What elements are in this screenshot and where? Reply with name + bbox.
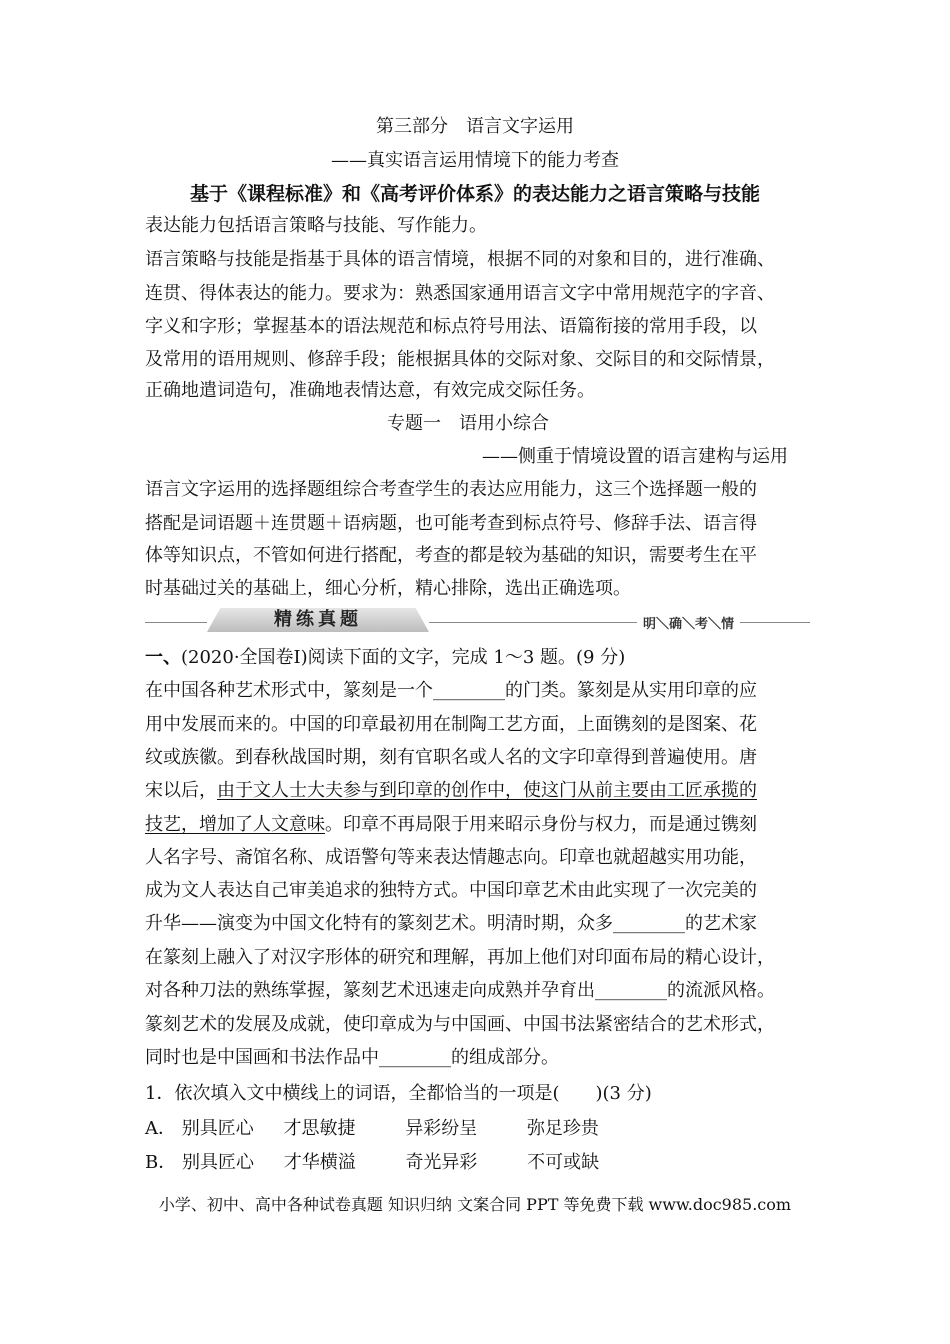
intro-line: 正确地遣词造句，准确地表情达意，有效完成交际任务。 (145, 380, 595, 401)
intro-line: 及常用的语用规则、修辞手段；能根据具体的交际对象、交际目的和交际情景， (145, 349, 775, 370)
option-word: 才华横溢 (283, 1152, 356, 1173)
banner-rule-middle (429, 622, 637, 623)
passage-line (145, 815, 757, 835)
question-heading (145, 648, 625, 668)
part-title: 第三部分 语言文字运用 (376, 116, 574, 137)
passage-line: 纹或族徽。到春秋战国时期，刻有官职名或人名的文字印章得到普遍使用。唐 (145, 747, 757, 768)
question-1: 1．依次填入文中横线上的词语，全都恰当的一项是( )(3 分) (145, 1083, 652, 1104)
question-number: 一、 (145, 647, 181, 668)
intro-line: 语言策略与技能是指基于具体的语言情境，根据不同的对象和目的，进行准确、 (145, 249, 775, 270)
option-word: 奇光异彩 (405, 1152, 478, 1173)
option-label: B． (145, 1152, 177, 1173)
topic-title: 专题一 语用小综合 (387, 413, 549, 434)
section-banner (145, 608, 810, 634)
option-label: A． (145, 1118, 176, 1139)
passage-text: 宋以后， (145, 780, 217, 801)
passage-line: 对各种刀法的熟练掌握，篆刻艺术迅速走向成熟并孕育出________的流派风格。 (145, 980, 775, 1001)
question-heading-text: (2020·全国卷Ⅰ)阅读下面的文字，完成 1～3 题。(9 分) (181, 647, 626, 668)
passage-line: 人名字号、斋馆名称、成语警句等来表达情趣志向。印章也就超越实用功能， (145, 847, 757, 868)
topic-intro-line: 搭配是词语题＋连贯题＋语病题，也可能考查到标点符号、修辞手法、语言得 (145, 513, 757, 534)
banner-rule-right (740, 622, 810, 623)
option-word: 不可或缺 (527, 1152, 600, 1173)
underlined-sentence: 由于文人士大夫参与到印章的创作中，使这门从前主要由工匠承揽的 (217, 780, 757, 801)
passage-line: 成为文人表达自己审美追求的独特方式。中国印章艺术由此实现了一次完美的 (145, 880, 757, 901)
passage-line: 在中国各种艺术形式中，篆刻是一个________的门类。篆刻是从实用印章的应 (145, 680, 757, 701)
option-word: 异彩纷呈 (405, 1118, 478, 1139)
option-a[interactable] (145, 1119, 599, 1139)
underlined-sentence: 技艺，增加了人文意味 (145, 814, 325, 835)
banner-title: 精练真题 (274, 609, 362, 630)
option-word: 别具匠心 (181, 1152, 254, 1173)
passage-line (145, 781, 757, 801)
topic-intro-line: 语言文字运用的选择题组综合考查学生的表达应用能力，这三个选择题一般的 (145, 479, 757, 500)
option-word: 弥足珍贵 (526, 1118, 599, 1139)
intro-line: 连贯、得体表达的能力。要求为：熟悉国家通用语言文字中常用规范字的字音、 (145, 283, 775, 304)
page-footer: 小学、初中、高中各种试卷真题 知识归纳 文案合同 PPT 等免费下载 www.doc985.com (158, 1195, 792, 1214)
intro-line: 表达能力包括语言策略与技能、写作能力。 (145, 215, 487, 236)
banner-rule-left (145, 622, 207, 623)
passage-line: 同时也是中国画和书法作品中________的组成部分。 (145, 1047, 559, 1068)
option-word: 别具匠心 (181, 1118, 254, 1139)
option-word: 才思敏捷 (283, 1118, 356, 1139)
topic-intro-line: 时基础过关的基础上，细心分析，精心排除，选出正确选项。 (145, 578, 631, 599)
option-b[interactable] (145, 1153, 599, 1173)
part-subtitle: ——真实语言运用情境下的能力考查 (331, 150, 619, 171)
passage-line: 篆刻艺术的发展及成就，使印章成为与中国画、中国书法紧密结合的艺术形式， (145, 1014, 775, 1035)
intro-line: 字义和字形；掌握基本的语法规范和标点符号用法、语篇衔接的常用手段，以 (145, 316, 757, 337)
passage-line: 在篆刻上融入了对汉字形体的研究和理解，再加上他们对印面布局的精心设计， (145, 947, 775, 968)
passage-text: 。印章不再局限于用来昭示身份与权力，而是通过镌刻 (325, 814, 757, 835)
standard-title: 基于《课程标准》和《高考评价体系》的表达能力之语言策略与技能 (189, 183, 760, 205)
passage-line: 升华——演变为中国文化特有的篆刻艺术。明清时期，众多________的艺术家 (145, 913, 757, 934)
topic-intro-line: 体等知识点，不管如何进行搭配，考查的都是较为基础的知识，需要考生在平 (145, 545, 757, 566)
topic-subtitle: ——侧重于情境设置的语言建构与运用 (482, 446, 788, 467)
passage-line: 用中发展而来的。中国的印章最初用在制陶工艺方面，上面镌刻的是图案、花 (145, 714, 757, 735)
banner-right-label: 明＼确＼考＼情 (642, 617, 734, 632)
